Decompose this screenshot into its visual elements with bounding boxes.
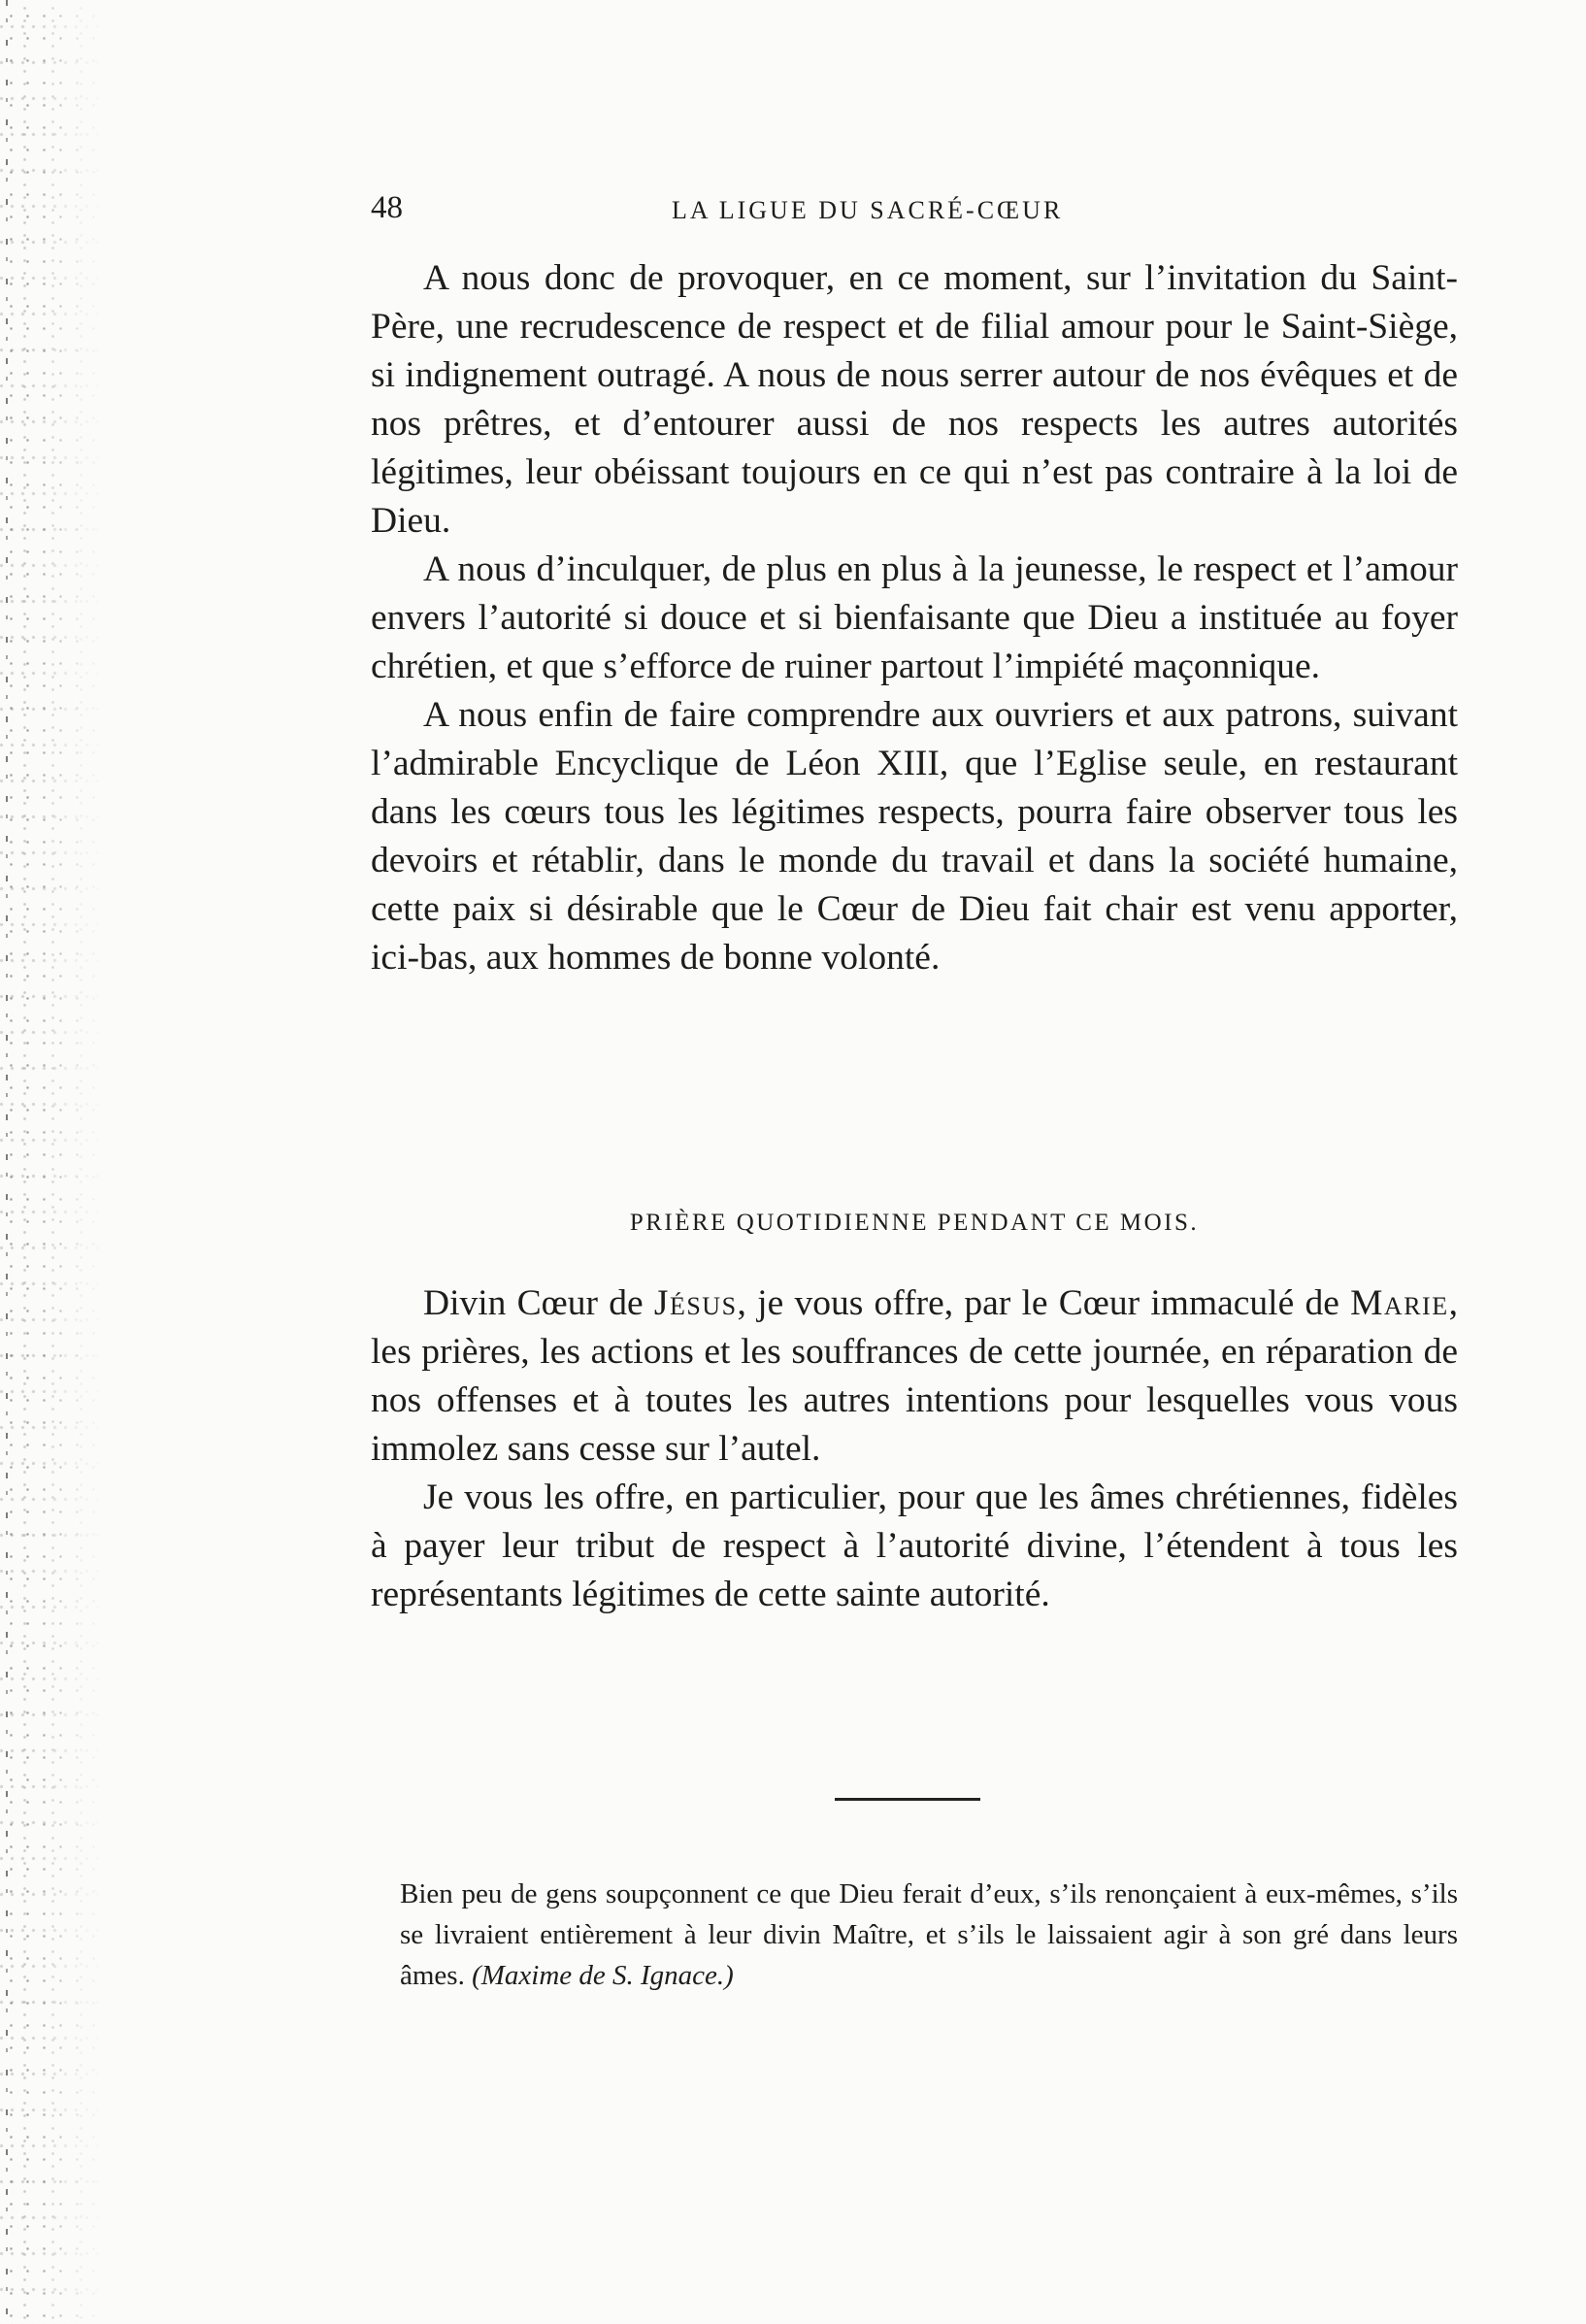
paragraph-youth: A nous d’inculquer, de plus en plus à la jeunesse, le respect et l’amour envers l’autorité si douce et si bienfaisante que Dieu a instituée au foyer chrétien, et que s’efforce de ruiner partout l’impiété maçonnique. [371, 549, 1458, 686]
prayer-paragraph-1 [371, 1279, 1458, 1474]
prayer-p1-mid: , je vous offre, par le Cœur immaculé de [737, 1283, 1351, 1323]
maxim-paragraph [400, 1874, 1458, 1996]
maxim-source: (Maxime de S. Ignace.) [472, 1960, 734, 1991]
name-marie: Marie [1350, 1283, 1449, 1323]
prayer-text [371, 1279, 1458, 1619]
page-number: 48 [371, 190, 403, 225]
running-head [371, 190, 1458, 241]
binding-edge-line [6, 0, 8, 2324]
prayer-p1-start: Divin Cœur de [423, 1283, 654, 1323]
separator-rule [835, 1798, 980, 1801]
maxim [400, 1874, 1458, 1996]
binding-edge-speckle [0, 0, 107, 2324]
paragraph-workers: A nous enfin de faire comprendre aux ouvriers et aux patrons, suivant l’admirable Encyclique de Léon XIII, que l’Eglise seule, en restaurant dans les cœurs tous les légitimes respects, pourra faire observer tous les devoirs et rétablir, dans le monde du travail et dans la société humaine, cette paix si désirable que le Cœur de Dieu fait chair est venu apporter, ici-bas, aux hommes de bonne volonté. [371, 695, 1458, 978]
prayer-paragraph-2: Je vous les offre, en particulier, pour que les âmes chrétiennes, fidèles à payer leur tribut de respect à l’autorité divine, l’étendent à tous les représentants légitimes de cette sainte autorité. [371, 1477, 1458, 1614]
paragraph-respect-holy-see: A nous donc de provoquer, en ce moment, sur l’invitation du Saint-Père, une recrudescence de respect et de filial amour pour le Saint-Siège, si indignement outragé. A nous de nous serrer autour de nos évêques et de nos prêtres, et d’entourer aussi de nos respects les autres autorités légitimes, leur obéissant toujours en ce qui n’est pas contraire à la loi de Dieu. [371, 258, 1458, 541]
prayer-p1-end: , les prières, les actions et les souffrances de cette journée, en réparation de nos offenses et à toutes les autres intentions pour lesquelles vous vous immolez sans cesse sur l’autel. [371, 1283, 1458, 1469]
name-jesus: Jésus [653, 1283, 738, 1323]
running-title: LA LIGUE DU SACRÉ-CŒUR [672, 196, 1064, 224]
maxim-text: Bien peu de gens soupçonnent ce que Dieu ferait d’eux, s’ils renonçaient à eux-mêmes, s’ils se livraient entièrement à leur divin Maître, et s’ils le laissaient agir à son gré dans leurs âmes. [400, 1878, 1458, 1991]
body-text [371, 254, 1458, 982]
prayer-heading: PRIÈRE QUOTIDIENNE PENDANT CE MOIS. [629, 1210, 1200, 1236]
